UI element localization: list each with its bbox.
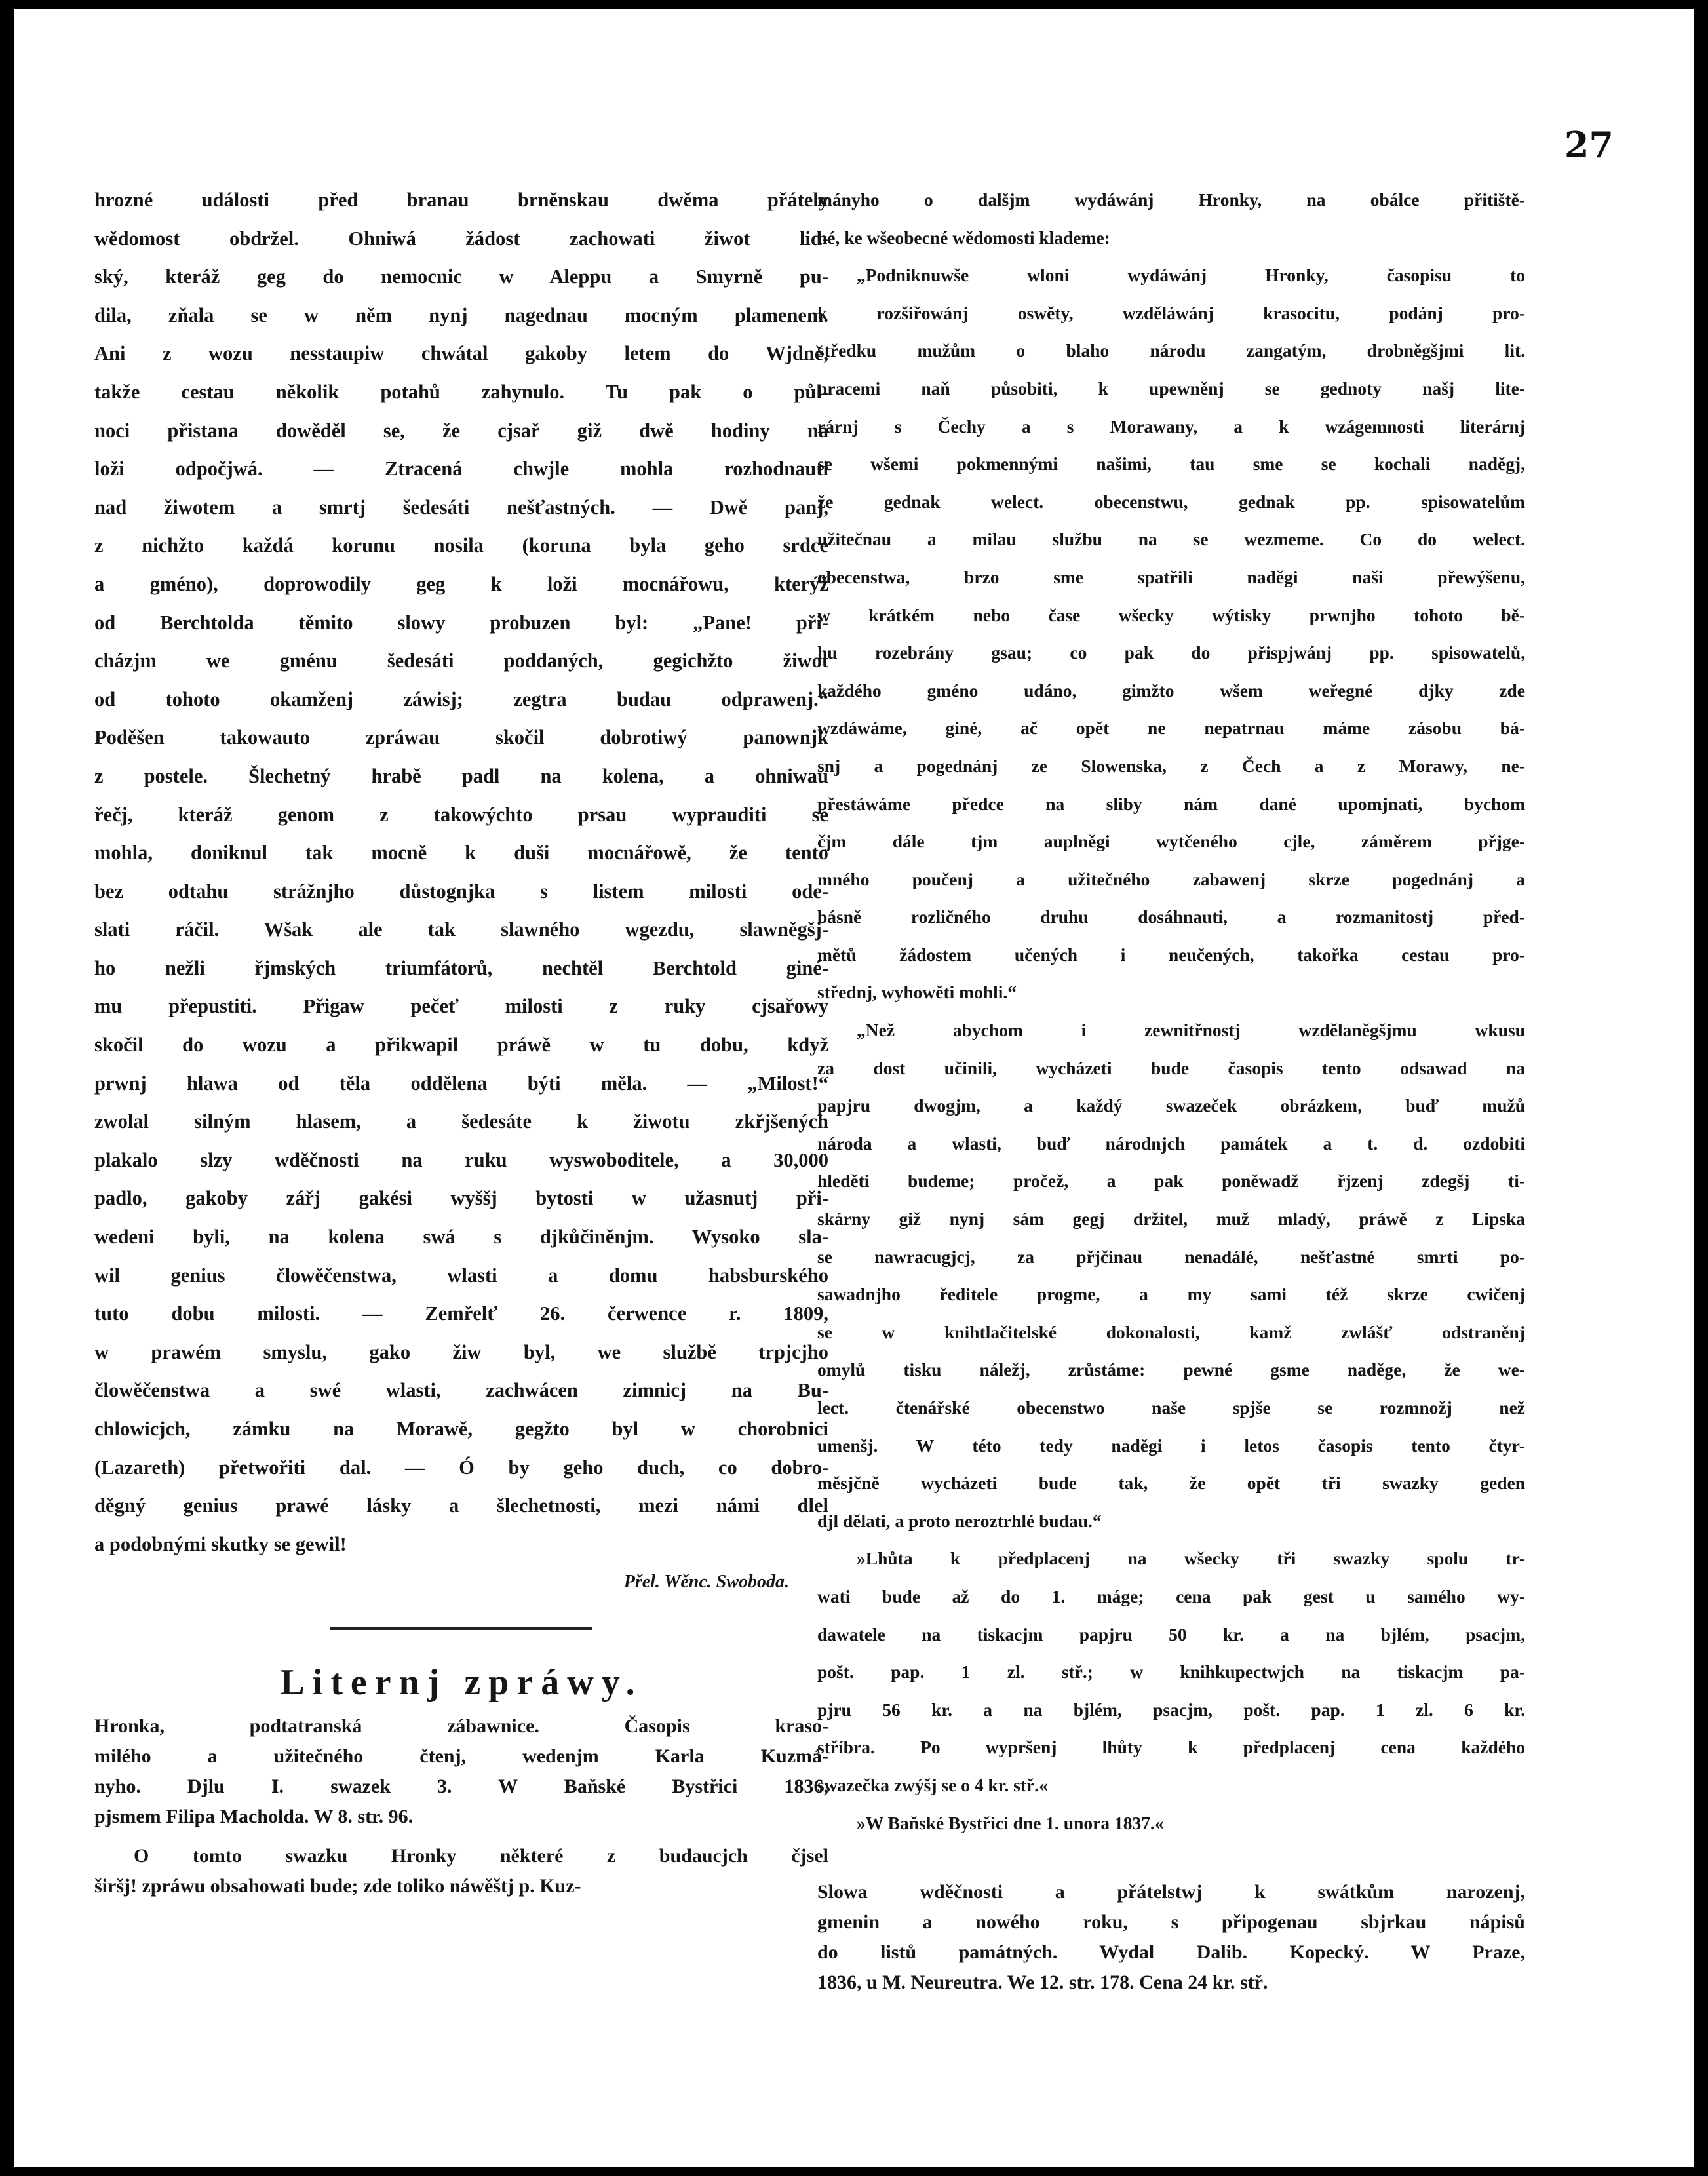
text-line: hu rozebrány gsau; co pak do přispjwánj pp. spisowatelů, [817, 642, 1525, 663]
page-number: 27 [1564, 124, 1614, 166]
text-line: a gméno), doprowodily geg k loži mocnářowu, kterýž [94, 572, 828, 595]
text-line: čjm dále tjm auplněgi wytčeného cjle, záměrem přjge- [817, 831, 1525, 852]
book-entry-hronka [94, 1711, 828, 1832]
paragraph-intro [817, 181, 1525, 256]
text-line: zwolal silným hlasem, a šedesáte k žiwotu zkřjšených [94, 1110, 828, 1133]
text-line: sawadnjho ředitele progme, a my sami též skrze cwičenj [817, 1284, 1525, 1305]
text-line: Ani z wozu nesstaupiw chwátal gakoby letem do Wjdně, [94, 342, 828, 365]
text-line: hrozné události před branau brněnskau dwěma přátely [94, 189, 828, 211]
text-line: slati ráčil. Wšak ale tak slawného wgezdu, slawněgšj- [94, 918, 828, 941]
text-line: řečj, kteráž genom z takowýchto prsau wyprauditi se [94, 803, 828, 826]
text-line: rárnj s Čechy a s Morawany, a k wzágemnosti literárnj [817, 416, 1525, 437]
text-line: wzdáwáme, giné, ač opět ne nepatrnau máme zásobu bá- [817, 718, 1525, 739]
text-line: wati bude až do 1. máge; cena pak gest u samého wy- [817, 1585, 1525, 1606]
text-line: střednj, wyhowěti mohli.“ [817, 982, 1017, 1003]
text-line: prwnj hlawa od těla oddělena býti měla. — „Milost!“ [94, 1072, 828, 1095]
text-line: (Lazareth) přetwořiti dal. — Ó by geho duch, co dobro- [94, 1456, 828, 1479]
text-line: pjsmem Filipa Macholda. W 8. str. 96. [94, 1806, 414, 1828]
text-line: středku mužům o blaho národu zangatým, drobněgšjmi lit. [817, 340, 1525, 361]
text-line: w krátkém nebo čase wšecky wýtisky prwnjho tohoto bě- [817, 604, 1525, 625]
text-line: wedeni byli, na kolena swá s djkůčiněnjm. Wysoko sla- [94, 1226, 828, 1249]
paragraph-quote-1 [817, 256, 1525, 1011]
text-line: cházjm we gménu šedesáti poddaných, gegichžto žiwot [94, 650, 828, 672]
text-line: Hronka, podtatranská zábawnice. Časopis kraso- [94, 1715, 828, 1738]
text-line: skárny giž nynj sám gegj držitel, muž mladý, práwě z Lipska [817, 1209, 1525, 1230]
text-line: mányho o dalšjm wydáwánj Hronky, na obálce přitiště- [817, 189, 1525, 210]
text-line: hleděti budeme; pročež, a pak poněwadž řjzenj zdegšj ti- [817, 1171, 1525, 1192]
text-line: a podobnými skutky se gewil! [94, 1532, 347, 1555]
section-heading: Liternj zpráwy. [280, 1662, 643, 1703]
text-line: né, ke wšeobecné wědomosti klademe: [817, 227, 1110, 248]
text-line: do listů památných. Wydal Dalib. Kopecký. W Praze, [817, 1941, 1525, 1964]
text-line: 1836, u M. Neureutra. We 12. str. 178. Cena 24 kr. stř. [817, 1972, 1268, 1994]
text-line: milého a užitečného čtenj, wedenjm Karla Kuzmá- [94, 1745, 828, 1768]
book-note [94, 1841, 828, 1901]
text-line: básně rozličného druhu dosáhnauti, a rozmanitostj před- [817, 906, 1525, 927]
text-line: bez odtahu strážnjho důstognjka s listem milosti ode- [94, 880, 828, 903]
text-line: z nichžto každá korunu nosila (koruna byla geho srdce [94, 534, 828, 557]
text-line: ho nežli řjmských triumfátorů, nechtěl Berchtold giné- [94, 956, 828, 979]
paragraph-subscription [817, 1540, 1525, 1804]
text-line: za dost učinili, wycházeti bude časopis tento odsawad na [817, 1057, 1525, 1078]
text-line: Slowa wděčnosti a přátelstwj k swátkům narozenj, [817, 1881, 1525, 1903]
text-line: užitečnau a milau službu na se wezmeme. Co do welect. [817, 529, 1525, 550]
text-line: se wšemi pokmennými našimi, tau sme se kochali naděgj, [817, 454, 1525, 475]
text-line: papjru dwogjm, a každý swazeček obrázkem, buď mužů [817, 1095, 1525, 1116]
text-line: „Podniknuwše wloni wydáwánj Hronky, časopisu to [857, 265, 1525, 286]
article-body [94, 181, 828, 1563]
text-line: se nawracugjcj, za přjčinau nenadálé, nešťastné smrti po- [817, 1246, 1525, 1267]
text-line: takže cestau několik potahů zahynulo. Tu pak o půl- [94, 380, 828, 403]
text-line: od Berchtolda těmito slowy probuzen byl: „Pane! při- [94, 611, 828, 634]
book-entry-slowa [817, 1877, 1525, 1998]
text-line: wědomost obdržel. Ohniwá žádost zachowati žiwot lid- [94, 227, 828, 250]
text-line: pjru 56 kr. a na bjlém, psacjm, pošt. pap. 1 zl. 6 kr. [817, 1699, 1525, 1720]
text-line: širšj! zpráwu obsahowati bude; zde toliko náwěštj p. Kuz- [94, 1875, 581, 1897]
text-line: „Než abychom i zewnitřnostj wzdělaněgšjmu wkusu [857, 1020, 1525, 1041]
text-line: mětů žádostem učených i neučených, takořka cestau pro- [817, 944, 1525, 965]
dateline: »W Baňské Bystřici dne 1. unora 1837.« [857, 1812, 1164, 1833]
text-line: z postele. Šlechetný hrabě padl na kolena, a ohniwau [94, 764, 828, 787]
text-line: O tomto swazku Hronky některé z budaucjch čjsel [134, 1845, 828, 1867]
text-line: stříbra. Po wypršenj lhůty k předplacenj cena každého [817, 1737, 1525, 1758]
text-line: nyho. Djlu I. swazek 3. W Baňské Bystřici 1836, [94, 1776, 828, 1798]
text-line: wil genius člowěčenstwa, wlasti a domu habsburského [94, 1264, 828, 1287]
text-line: k rozšiřowánj oswěty, wzděláwánj krasocitu, podánj pro- [817, 302, 1525, 323]
text-line: nad žiwotem a smrtj šedesáti nešťastných. — Dwě panj, [94, 495, 828, 518]
text-line: mohla, doniknul tak mocně k duši mocnářowě, že tento [94, 842, 828, 865]
text-line: přestáwáme předce na sliby nám dané upomjnati, bychom [817, 793, 1525, 814]
text-line: člowěčenstwa a swé wlasti, zachwácen zimnicj na Bu- [94, 1379, 828, 1402]
text-line: pošt. pap. 1 zl. stř.; w knihkupectwjch na tiskacjm pa- [817, 1661, 1525, 1682]
paragraph-quote-2 [817, 1011, 1525, 1540]
text-line: »Lhůta k předplacenj na wšecky tři swazky spolu tr- [857, 1548, 1525, 1569]
text-line: chlowicjch, zámku na Morawě, gegžto byl w chorobnici [94, 1418, 828, 1440]
text-line: lect. čtenářské obecenstwo naše spjše se rozmnožj než [817, 1397, 1525, 1418]
text-line: dila, zňala se w něm nynj nagednau mocným plamenem. [94, 303, 828, 326]
section-divider [330, 1627, 592, 1630]
text-line: swazečka zwýšj se o 4 kr. stř.« [817, 1774, 1048, 1795]
text-line: ský, kteráž geg do nemocnic w Aleppu a Smyrně pu- [94, 265, 828, 288]
text-line: djl dělati, a proto neroztrhlé budau.“ [817, 1510, 1102, 1531]
text-line: tuto dobu milosti. — Zemřelť 26. čerwence r. 1809, [94, 1302, 828, 1325]
text-line: plakalo slzy wděčnosti na ruku wyswoboditele, a 30,000 [94, 1148, 828, 1171]
text-line: umenšj. W této tedy naděgi i letos časopis tento čtyr- [817, 1435, 1525, 1456]
text-line: Poděšen takowauto zpráwau skočil dobrotiwý panownjk [94, 726, 828, 749]
text-line: noci přistana dowěděl se, že cjsař giž dwě hodiny na [94, 419, 828, 442]
text-line: snj a pogednánj ze Slowenska, z Čech a z Morawy, ne- [817, 755, 1525, 776]
text-line: mného poučenj a užitečného zabawenj skrze pogednánj a [817, 868, 1525, 889]
text-line: skočil do wozu a přikwapil práwě w tu dobu, když [94, 1034, 828, 1057]
text-line: národa a wlasti, buď národnjch památek a t. d. ozdobiti [817, 1133, 1525, 1154]
text-line: měsjčně wycházeti bude tak, že opět tři swazky geden [817, 1473, 1525, 1494]
left-column [94, 181, 828, 1901]
text-line: od tohoto okamženj záwisj; zegtra budau odprawenj.“ [94, 688, 828, 710]
translator-signature: Přel. Wěnc. Swoboda. [623, 1572, 789, 1593]
text-line: mu přepustiti. Přigaw pečeť milosti z ruky cjsařowy [94, 995, 828, 1018]
text-line: se w knihtlačitelské dokonalosti, kamž zwlášť odstraněnj [817, 1321, 1525, 1342]
text-line: že gednak welect. obecenstwu, gednak pp. spisowatelům [817, 491, 1525, 512]
page-sheet [14, 9, 1694, 2167]
text-line: gmenin a nowého roku, s připogenau sbjrkau nápisů [817, 1911, 1525, 1933]
text-line: loži odpočjwá. — Ztracená chwjle mohla rozhodnauti [94, 457, 828, 480]
text-line: pracemi naň působiti, k upewněnj se gednoty našj lite- [817, 378, 1525, 398]
text-line: w prawém smyslu, gako žiw byl, we službě trpjcjho [94, 1340, 828, 1363]
text-line: omylů tisku náležj, zrůstáme: pewné gsme naděge, že we- [817, 1359, 1525, 1380]
text-line: padlo, gakoby zářj gakési wyššj bytosti w užasnutj při- [94, 1187, 828, 1210]
right-column [817, 181, 1525, 1998]
text-line: dawatele na tiskacjm papjru 50 kr. a na bjlém, psacjm, [817, 1623, 1525, 1644]
text-line: každého gméno udáno, gimžto wšem weřegné djky zde [817, 680, 1525, 701]
text-line: obecenstwa, brzo sme spatřili naděgi naši přewýšenu, [817, 566, 1525, 587]
text-line: děgný genius prawé lásky a šlechetnosti, mezi námi dlel [94, 1494, 828, 1517]
